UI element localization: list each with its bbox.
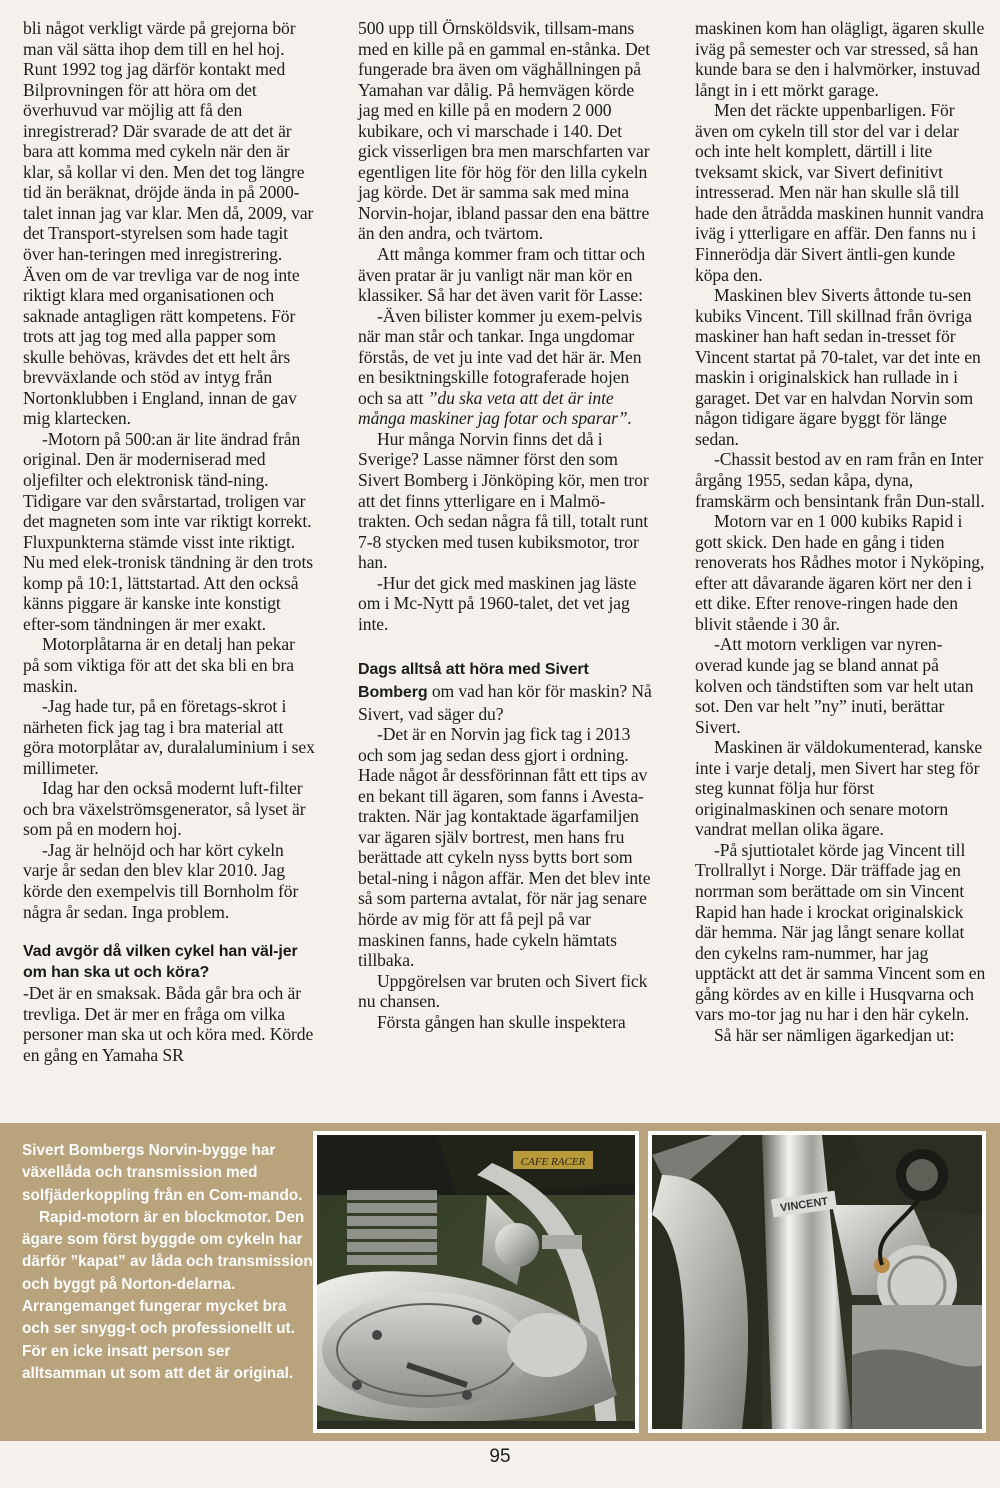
paragraph: Så här ser nämligen ägarkedjan ut:	[714, 1024, 955, 1045]
motorcycle-engine-photo-right	[648, 1131, 986, 1433]
text-column-2	[358, 18, 654, 1032]
paragraph: bli något verkligt värde på grejorna bör man väl sätta ihop dem till en hel hoj. Runt 1992 tog jag därför kontakt med Bilprovningen för att höra om det överhuvud var möjlig att få den inregistrerad? Där svarade de att det är bara att komma med cykeln när den är klar, så kollar vi den. Men det tog längre tid än beräknat, dröjde ända in på 2000-talet innan jag var klar. Men då, 2009, var det Transport-styrelsen som hade tagit över han-teringen med inregistrering. Även om de var trevliga var de nog inte riktigt klara med organisationen och saknade antagligen rätt kompetens. För trots att jag tog med alla papper som skulle behövas, krävdes det ett helt års brevväxlande och stöd av intyg från Nortonklubben i England, innan de gav mig klartecken.	[23, 18, 314, 429]
paragraph: Maskinen blev Siverts åttonde tu-sen kubiks Vincent. Till skillnad från övriga maskiner han haft sedan in-tresset för Vincent startat på 70-talet, var det inte en maskin i originalskick han rullade in i garaget. Det var en halvdan Norvin som någon tidigare ägare byggt för länge sedan.	[695, 285, 981, 449]
paragraph-text: -Även bilister kommer ju exem-pelvis när man står och tankar. Inga ungdomar förstås, de vet ju inte vad det här är. Men en besiktningskille fotograferade hojen och sa att	[358, 305, 643, 408]
paragraph: -Jag är helnöjd och har kört cykeln varje år sedan den blev klar 2010. Jag körde den exempelvis till Bornholm för några år sedan. Inga problem.	[23, 839, 299, 922]
paragraph: Att många kommer fram och tittar och även pratar är ju vanligt när man kör en klassiker. Så har det även varit för Lasse:	[358, 244, 646, 306]
paragraph-text: om vad han kör för maskin? Nå Sivert, vad säger du?	[358, 680, 652, 724]
paragraph: 500 upp till Örnsköldsvik, tillsam-mans med en kille på en gammal en-stånka. Det fungerade bra även om väghållningen på Yamahan var dålig. På hemvägen körde jag med en kille på en modern 2 000 kubikare, och vi marschade i 140. Det gick visserligen bra men marschfarten var egentligen lite för hög för den lilla cykeln jag körde. Det är samma sak med mina Norvin-hojar, ibland passar den ena bättre än den andra, och tvärtom.	[358, 18, 651, 244]
engine-photo-illustration	[652, 1135, 982, 1429]
text-column-3	[695, 18, 987, 1045]
paragraph: Hur många Norvin finns det då i Sverige? Lasse nämner först den som Sivert Bomberg i Jönköping kör, men tror att det finns ytterligare en i Malmö-trakten. Och sedan några få till, totalt runt 7-8 stycken med tusen kubiksmotor, tror han.	[358, 428, 649, 573]
photo-badge-text: VINCENT	[779, 1195, 829, 1215]
paragraph: Motorplåtarna är en detalj han pekar på som viktiga för att det ska bli en bra maskin.	[23, 634, 295, 696]
section-lead	[358, 658, 654, 724]
paragraph: -Motorn på 500:an är lite ändrad från original. Den är moderniserad med oljefilter och elektronisk tänd-ning. Tidigare var den svårstartad, troligen var det magneten som inte var riktigt korrekt. Fluxpunkterna stämde visst inte riktigt. Nu med elek-tronisk tändning är den trots komp på 10:1, lättstartad. Att den också känns piggare är kanske inte konstigt efter-som tändningen är mer exakt.	[23, 428, 314, 634]
paragraph: Motorn var en 1 000 kubiks Rapid i gott skick. Den hade en gång i tiden renoverats hos Rådhes motor i Nyköping, efter att dåvarande ägaren kört ner den i ett dike. Efter renove-ringen hade den blivit stående i 30 år.	[695, 511, 985, 634]
paragraph: -Hur det gick med maskinen jag läste om i Mc-Nytt på 1960-talet, det vet jag inte.	[358, 572, 637, 634]
text-column-1	[23, 18, 315, 1065]
paragraph: -Det är en smaksak. Båda går bra och är trevliga. Det är mer en fråga om vilka personer man ska ut och köra med. Körde en gång en Yamaha SR	[23, 983, 314, 1065]
paragraph: Men det räckte uppenbarligen. För även om cykeln till stor del var i delar och inte helt komplett, därtill i lite tveksamt skick, var Sivert definitivt intresserad. Men när han skulle slå till hade den åtrådda maskinen hunnit vandra iväg i ytterligare en affär. Den fanns nu i Finnerödja där Sivert äntli-gen kunde köpa den.	[695, 100, 984, 285]
engine-photo-illustration	[317, 1135, 635, 1429]
caption-paragraph: Sivert Bombergs Norvin-bygge har växellåda och transmission med solfjäderkoppling från en Com-mando.	[22, 1142, 303, 1204]
photo-badge-text: CAFE RACER	[520, 1156, 586, 1168]
paragraph: -Chassit bestod av en ram från en Inter årgång 1955, sedan kåpa, dyna, framskärm och bensintank från Dun-stall.	[695, 449, 985, 511]
paragraph: maskinen kom han olägligt, ägaren skulle iväg på semester och var stressed, så han kunde bara se den i halvmörker, instuvad långt in i ett mörkt garage.	[695, 18, 985, 100]
caption-paragraph: Rapid-motorn är en blockmotor. Den ägare som först byggde om cykeln har därför ”kapat” av låda och transmission och byggt på Norton-delarna. Arrangemanget fungerar mycket bra och ser snygg-t och professionellt ut. För en icke insatt person ser alltsamman ut som att det är original.	[22, 1208, 313, 1382]
page-number: 95	[489, 1446, 511, 1467]
paragraph: -Jag hade tur, på en företags-skrot i närheten fick jag tag i bra material att göra motorplåtar av, duralaluminium i sex millimeter.	[23, 696, 315, 778]
paragraph	[358, 306, 654, 429]
motorcycle-engine-photo-left	[313, 1131, 639, 1433]
paragraph: Första gången han skulle inspektera	[377, 1011, 626, 1032]
paragraph: Uppgörelsen var bruten och Sivert fick nu chansen.	[358, 970, 648, 1012]
paragraph: Maskinen är väldokumenterad, kanske inte i varje detalj, men Sivert har steg för steg kunnat följa hur först originalmaskinen och senare motorn vandrat mellan olika ägare.	[695, 737, 983, 840]
quote-text: ”du ska veta att det är inte många maskiner jag fotar och sparar”.	[358, 387, 632, 429]
photo-caption	[22, 1140, 314, 1385]
section-heading: Dags alltså att höra med Sivert Bomberg	[358, 661, 589, 701]
paragraph: -På sjuttiotalet körde jag Vincent till Trollrallyt i Norge. Där träffade jag en norrman som berättade om sin Vincent Rapid han hade i krockat originalskick där hemma. När jag långt senare kollat den cykelns ram-nummer, har jag upptäckt att det är samma Vincent som en gång kördes av en kille i Husqvarna och vars mo-tor jag nu har i den här cykeln.	[695, 839, 986, 1025]
paragraph: -Att motorn verkligen var nyren-overad kunde jag se bland annat på kolven och tändstiften som var helt utan sot. Den var helt ”ny” inuti, berättar Sivert.	[695, 634, 974, 737]
paragraph: -Det är en Norvin jag fick tag i 2013 och som jag sedan dess gjort i ordning. Hade något år dessförinnan fått ett tips av en bekant till ägaren, som fanns i Avesta-trakten. När jag kontaktade ägarfamiljen var ägaren själv bortrest, men hans fru berättade att cykeln nyss bytts bort som betal-ning i någon affär. Men det blev inte så som parterna avtalat, för när jag senare hörde av mig för att få pejl på var maskinen fanns, hade cykeln hämtats tillbaka.	[358, 724, 651, 971]
paragraph: Idag har den också modernt luft-filter och bra växelströmsgenerator, så lyset är som på en modern hoj.	[23, 778, 306, 840]
section-heading: Vad avgör då vilken cykel han väl-jer om han ska ut och köra?	[23, 943, 298, 981]
